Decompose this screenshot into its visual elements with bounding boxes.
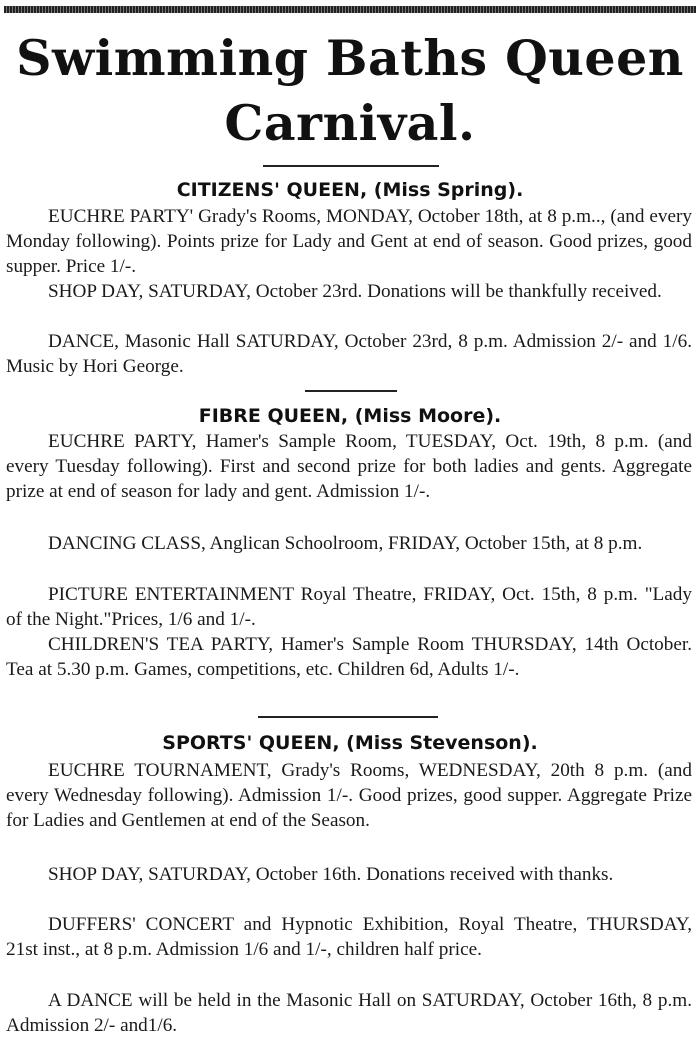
section-heading-sports-queen: SPORTS' QUEEN, (Miss Stevenson). [162, 732, 538, 754]
section-separator [258, 716, 438, 718]
paragraph-euchre-tournament-sports: EUCHRE TOURNAMENT, Grady's Rooms, WEDNESDAY, 20th 8 p.m. (and every Wednesday following). Admission 1/-. Good prizes, good supper. Aggregate Prize for Ladies and Gentlemen at end of the Season. [6, 760, 692, 832]
paragraph-dance-citizens: DANCE, Masonic Hall SATURDAY, October 23rd, 8 p.m. Admission 2/- and 1/6. Music by Hori George. [6, 331, 692, 378]
top-border-rule [4, 6, 696, 13]
headline-line-2: Carnival. [224, 94, 476, 152]
paragraph-dancing-class-fibre: DANCING CLASS, Anglican Schoolroom, FRIDAY, October 15th, at 8 p.m. [48, 533, 643, 554]
section-separator [263, 165, 439, 167]
paragraph-duffers-concert-sports: DUFFERS' CONCERT and Hypnotic Exhibition, Royal Theatre, THURSDAY, 21st inst., at 8 p.m. Admission 1/6 and 1/-, children half price. [6, 914, 692, 961]
section-heading-fibre-queen: FIBRE QUEEN, (Miss Moore). [198, 405, 502, 427]
paragraph-euchre-party-fibre: EUCHRE PARTY, Hamer's Sample Room, TUESDAY, Oct. 19th, 8 p.m. (and every Tuesday following). First and second prize for both ladies and gents. Aggregate prize at end of season for lady and gent. Admission 1/-. [6, 431, 692, 503]
paragraph-picture-entertainment-fibre: PICTURE ENTERTAINMENT Royal Theatre, FRIDAY, Oct. 15th, 8 p.m. "Lady of the Night."Prices, 1/6 and 1/-. [6, 584, 692, 631]
paragraph-dance-sports: A DANCE will be held in the Masonic Hall on SATURDAY, October 16th, 8 p.m. Admission 2/- and1/6. [6, 990, 692, 1037]
paragraph-shop-day-sports: SHOP DAY, SATURDAY, October 16th. Donations received with thanks. [48, 864, 614, 885]
paragraph-shop-day-citizens: SHOP DAY, SATURDAY, October 23rd. Donations will be thankfully received. [48, 281, 662, 302]
section-heading-citizens-queen: CITIZENS' QUEEN, (Miss Spring). [176, 179, 524, 201]
paragraph-childrens-tea-party-fibre: CHILDREN'S TEA PARTY, Hamer's Sample Room THURSDAY, 14th October. Tea at 5.30 p.m. Games, competitions, etc. Children 6d, Adults 1/-. [6, 634, 692, 681]
headline-line-1: Swimming Baths Queen [16, 29, 684, 87]
paragraph-euchre-party-citizens: EUCHRE PARTY' Grady's Rooms, MONDAY, October 18th, at 8 p.m.., (and every Monday following). Points prize for Lady and Gent at end of season. Good prizes, good supper. Price 1/-. [6, 206, 692, 278]
section-separator [305, 390, 397, 392]
